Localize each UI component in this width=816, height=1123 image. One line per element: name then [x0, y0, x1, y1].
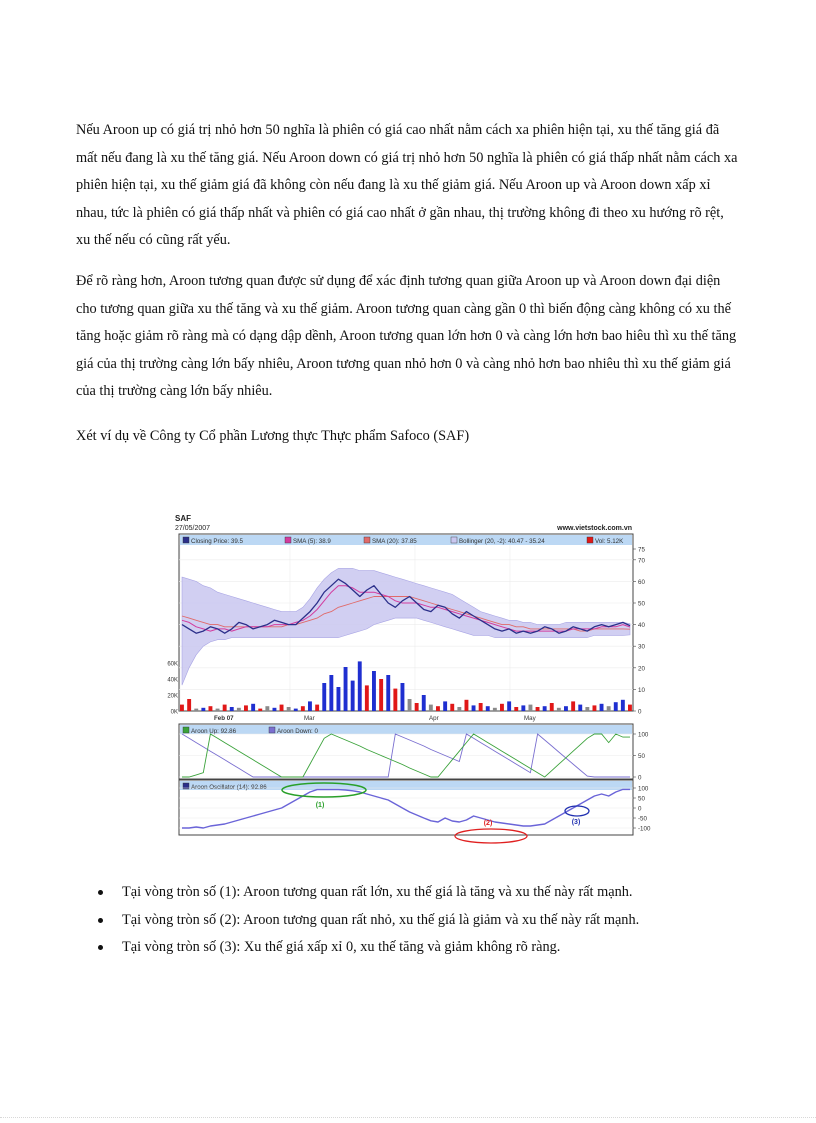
- price-ytick-label: 30: [638, 643, 645, 651]
- volume-bar: [422, 695, 426, 711]
- volume-bar: [209, 706, 213, 711]
- volume-bar: [457, 707, 461, 711]
- paragraph-aroon-oscillator: Để rõ ràng hơn, Aroon tương quan được sử dụng để xác định tương quan giữa Aroon up và Aroon down đại diện cho tương quan giữa xu thế tăng và xu thế giảm. Aroon tương quan càng gần 0 thì biến động càng không có xu thế tăng hoặc giảm rõ ràng mà có dạng dập dềnh, Aroon tương quan lớn hơn 0 và càng lớn hơn bao hiêu thì xu thế tăng giá của thị trường càng lớn bấy nhiêu, Aroon tương quan nhỏ hơn 0 và càng nhỏ hơn bao nhiêu thì xu thế giảm giá của thị trường càng lớn bấy nhiêu.: [76, 273, 737, 399]
- volume-bar: [450, 704, 454, 711]
- aroon-ytick-label: 100: [638, 731, 649, 739]
- volume-bar: [358, 661, 362, 711]
- volume-bar: [486, 706, 490, 711]
- price-ytick-label: 20: [638, 665, 645, 673]
- price-legend-swatch: [364, 537, 370, 543]
- volume-bar: [493, 708, 497, 711]
- volume-bar: [600, 704, 604, 711]
- volume-bar: [386, 675, 390, 711]
- bullet-item-1: [98, 879, 758, 907]
- page-footer-divider: [0, 1117, 816, 1118]
- volume-bar: [443, 701, 447, 711]
- bullet-dot: [98, 945, 103, 950]
- volume-bar: [372, 671, 376, 711]
- chart-title: SAF: [175, 514, 191, 523]
- price-legend-label: Closing Price: 39.5: [191, 538, 243, 545]
- volume-bar: [621, 700, 625, 711]
- bullet-text: Tại vòng tròn số (3): Xu thế giá xấp xỉ 0, xu thế tăng và giảm không rõ ràng.: [122, 939, 561, 955]
- volume-bar: [265, 706, 269, 711]
- aroon-legend-swatch: [183, 727, 189, 733]
- volume-bar: [479, 703, 483, 711]
- volume-bar: [543, 706, 547, 711]
- volume-bar: [287, 707, 291, 711]
- aroon-ytick-label: 0: [638, 774, 642, 782]
- bullet-item-2: [98, 907, 758, 935]
- oscillator-ytick-label: -50: [638, 815, 647, 823]
- price-legend-label: SMA (5): 38.9: [293, 538, 331, 545]
- price-legend-label: SMA (20): 37.85: [372, 538, 417, 545]
- volume-bar: [251, 704, 255, 711]
- volume-bar: [614, 702, 618, 711]
- chart-date: 27/05/2007: [175, 525, 211, 532]
- volume-bar: [230, 707, 234, 711]
- price-legend-swatch: [183, 537, 189, 543]
- volume-bar: [628, 705, 632, 711]
- volume-bar: [500, 704, 504, 711]
- volume-bar: [465, 700, 469, 711]
- aroon-legend-bar: [180, 725, 632, 734]
- volume-bar: [351, 681, 355, 711]
- volume-bar: [529, 705, 533, 711]
- saf-aroon-chart: [167, 512, 658, 848]
- price-ytick-label: 40: [638, 622, 645, 630]
- paragraph-aroon-meaning: Nếu Aroon up có giá trị nhỏ hơn 50 nghĩa là phiên có giá cao nhất nằm cách xa phiên hiện tại, xu thế tăng giá đã mất nếu đang là xu thế tăng giá. Nếu Aroon down có giá trị nhỏ hơn 50 nghĩa là phiên có giá thấp nhất nằm cách xa phiên hiện tại, xu thế giảm giá đã không còn nếu đang là xu thế giảm giá. Nếu Aroon up và Aroon down xấp xỉ nhau, tức là phiên có giá thấp nhất và phiên có giá cao nhất ở gần nhau, thị trường không đi theo xu hướng rõ rệt, xu thế nếu có cũng rất yếu.: [76, 122, 738, 248]
- price-ytick-label: 50: [638, 600, 645, 608]
- volume-bar: [436, 706, 440, 711]
- volume-bar: [294, 709, 298, 711]
- chart-source: www.vietstock.com.vn: [557, 525, 632, 532]
- bullet-text: Tại vòng tròn số (2): Aroon tương quan rất nhỏ, xu thế giá là giảm và xu thế này rất mạnh.: [122, 911, 640, 928]
- volume-bar: [564, 706, 568, 711]
- volume-bar: [521, 705, 525, 711]
- volume-bar: [308, 701, 312, 711]
- volume-bar: [344, 667, 348, 711]
- annotation-label-3: (3): [571, 819, 581, 826]
- volume-bar: [415, 703, 419, 711]
- oscillator-ytick-label: 100: [638, 785, 649, 793]
- volume-bar: [429, 705, 433, 711]
- price-xaxis-label: Apr: [429, 715, 439, 722]
- volume-ytick-label: 60K: [167, 661, 178, 668]
- price-legend-swatch: [587, 537, 593, 543]
- oscillator-ytick-label: 50: [638, 795, 645, 803]
- volume-ytick-label: 0K: [170, 709, 178, 716]
- volume-bar: [180, 705, 184, 711]
- oscillator-legend-label: Aroon Oscillator (14): 92.86: [191, 784, 267, 791]
- volume-bar: [408, 699, 412, 711]
- price-xaxis-label: Feb 07: [214, 715, 234, 722]
- volume-bar: [514, 707, 518, 711]
- bullet-item-3: [98, 934, 758, 962]
- volume-bar: [237, 708, 241, 711]
- volume-bar: [550, 703, 554, 711]
- volume-bar: [258, 709, 262, 711]
- volume-bar: [578, 705, 582, 711]
- aroon-ytick-label: 50: [638, 753, 645, 760]
- price-ytick-label: 10: [638, 686, 645, 694]
- volume-bar: [507, 701, 511, 711]
- volume-bar: [593, 705, 597, 711]
- annotation-label-2: (2): [483, 820, 493, 827]
- aroon-legend-label: Aroon Up: 92.86: [191, 728, 237, 735]
- volume-bar: [607, 706, 611, 711]
- oscillator-ytick-label: -100: [638, 825, 651, 833]
- volume-bar: [201, 708, 205, 711]
- bullet-list: [98, 879, 758, 962]
- price-xaxis-label: May: [524, 715, 536, 722]
- volume-bar: [301, 706, 305, 711]
- price-ytick-label: 70: [638, 557, 645, 565]
- volume-bar: [379, 679, 383, 711]
- chart-svg: [167, 512, 658, 848]
- aroon-legend-swatch: [269, 727, 275, 733]
- volume-bar: [194, 709, 198, 711]
- volume-bar: [365, 685, 369, 711]
- price-ytick-label: 0: [638, 708, 642, 716]
- volume-bar: [315, 705, 319, 711]
- oscillator-ytick-label: 0: [638, 805, 642, 813]
- volume-bar: [280, 705, 284, 711]
- price-xaxis-label: Mar: [304, 715, 315, 722]
- price-legend-swatch: [285, 537, 291, 543]
- volume-bar: [322, 683, 326, 711]
- price-ytick-label: 75: [638, 546, 645, 554]
- volume-bar: [571, 701, 575, 711]
- volume-bar: [393, 689, 397, 711]
- volume-bar: [401, 683, 405, 711]
- annotation-label-1: (1): [315, 802, 325, 809]
- aroon-legend-label: Aroon Down: 0: [277, 728, 318, 735]
- volume-bar: [536, 707, 540, 711]
- volume-bar: [223, 705, 227, 711]
- volume-bar: [329, 675, 333, 711]
- price-ytick-label: 60: [638, 578, 645, 586]
- paragraph-example-saf: Xét ví dụ về Công ty Cổ phần Lương thực Thực phẩm Safoco (SAF): [76, 428, 470, 444]
- volume-bar: [244, 705, 248, 711]
- volume-bar: [187, 699, 191, 711]
- volume-ytick-label: 40K: [167, 677, 178, 684]
- price-legend-label: Vol: 5.12K: [595, 538, 624, 545]
- bullet-dot: [98, 918, 103, 923]
- volume-bar: [585, 707, 589, 711]
- volume-bar: [273, 708, 277, 711]
- volume-ytick-label: 20K: [167, 693, 178, 700]
- volume-bar: [557, 708, 561, 711]
- price-legend-label: Bollinger (20, -2): 40.47 - 35.24: [459, 538, 545, 545]
- bullet-text: Tại vòng tròn số (1): Aroon tương quan rất lớn, xu thế giá là tăng và xu thế này rất mạnh.: [122, 884, 633, 900]
- volume-bar: [337, 687, 341, 711]
- bullet-dot: [98, 890, 103, 895]
- volume-bar: [216, 709, 220, 711]
- volume-bar: [472, 705, 476, 711]
- price-legend-swatch: [451, 537, 457, 543]
